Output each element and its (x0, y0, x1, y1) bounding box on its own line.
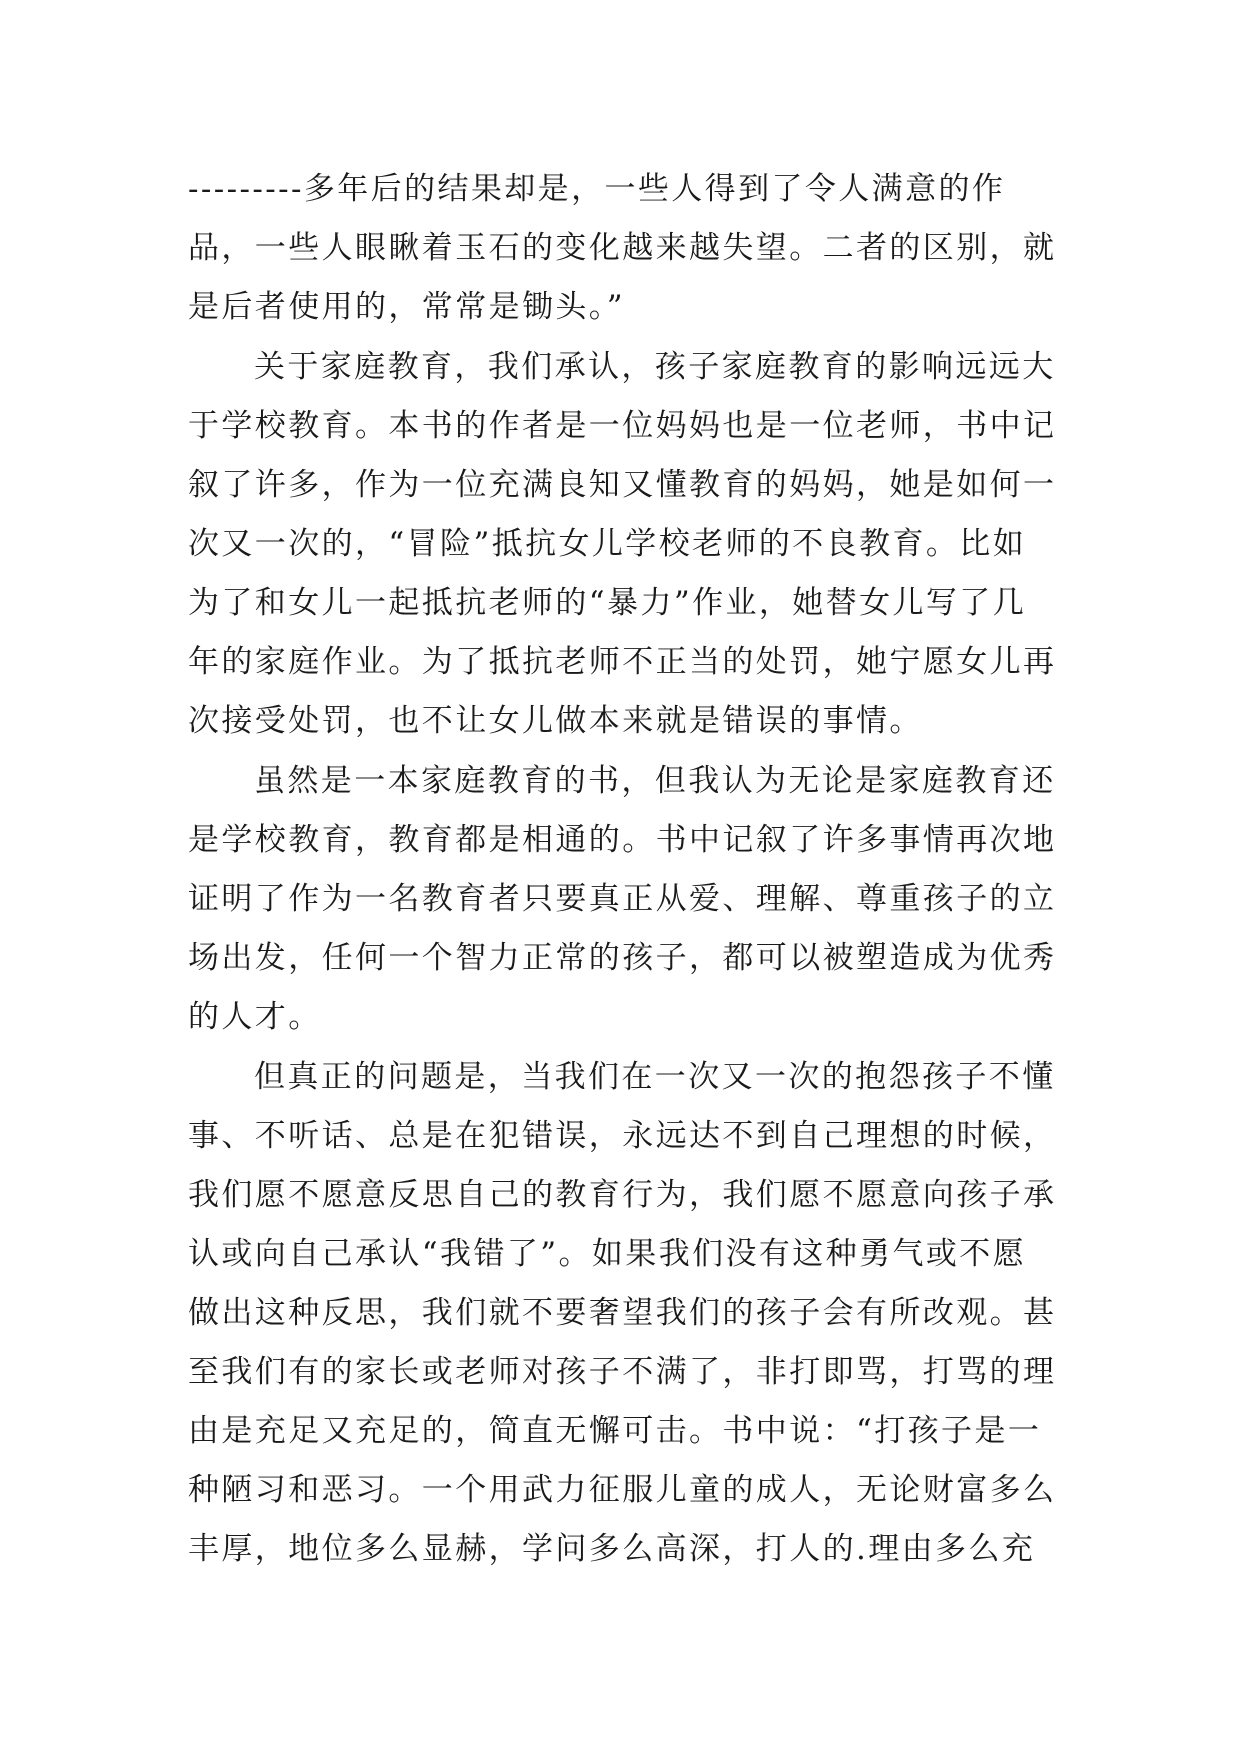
text-line: 于学校教育。本书的作者是一位妈妈也是一位老师，书中记 (188, 408, 1057, 444)
text-line: 我们愿不愿意反思自己的教育行为，我们愿不愿意向孩子承 (188, 1177, 1057, 1213)
text-line: 次又一次的，“冒险”抵抗女儿学校老师的不良教育。比如 (188, 526, 1027, 562)
text-line: 认或向自己承认“我错了”。如果我们没有这种勇气或不愿 (188, 1236, 1027, 1272)
text-line: 由是充足又充足的，简直无懈可击。书中说：“打孩子是一 (188, 1413, 1042, 1449)
text-line: 虽然是一本家庭教育的书，但我认为无论是家庭教育还 (254, 763, 1056, 799)
document-body (188, 160, 1068, 1580)
text-line: ---------多年后的结果却是，一些人得到了令人满意的作 (188, 171, 1006, 207)
text-line: 次接受处罚，也不让女儿做本来就是错误的事情。 (188, 703, 923, 739)
text-line: 的人才。 (188, 999, 322, 1035)
text-line: 至我们有的家长或老师对孩子不满了，非打即骂，打骂的理 (188, 1354, 1057, 1390)
text-line: 事、不听话、总是在犯错误，永远达不到自己理想的时候， (188, 1118, 1057, 1154)
text-line: 丰厚，地位多么显赫，学问多么高深，打人的.理由多么充 (188, 1531, 1036, 1567)
text-line: 做出这种反思，我们就不要奢望我们的孩子会有所改观。甚 (188, 1295, 1057, 1331)
text-line: 是学校教育，教育都是相通的。书中记叙了许多事情再次地 (188, 822, 1057, 858)
paragraph-3 (188, 752, 1068, 1047)
text-line: 关于家庭教育，我们承认，孩子家庭教育的影响远远大 (254, 349, 1056, 385)
text-line: 但真正的问题是，当我们在一次又一次的抱怨孩子不懂 (254, 1059, 1056, 1095)
text-line: 叙了许多，作为一位充满良知又懂教育的妈妈，她是如何一 (188, 467, 1057, 503)
text-line: 年的家庭作业。为了抵抗老师不正当的处罚，她宁愿女儿再 (188, 644, 1057, 680)
paragraph-2 (188, 338, 1068, 751)
paragraph-4 (188, 1048, 1068, 1579)
text-line: 是后者使用的，常常是锄头。” (188, 289, 625, 325)
text-line: 证明了作为一名教育者只要真正从爱、理解、尊重孩子的立 (188, 881, 1057, 917)
text-line: 种陋习和恶习。一个用武力征服儿童的成人，无论财富多么 (188, 1472, 1057, 1508)
paragraph-1 (188, 160, 1068, 337)
text-line: 为了和女儿一起抵抗老师的“暴力”作业，她替女儿写了几 (188, 585, 1027, 621)
text-line: 品，一些人眼瞅着玉石的变化越来越失望。二者的区别，就 (188, 230, 1057, 266)
text-line: 场出发，任何一个智力正常的孩子，都可以被塑造成为优秀 (188, 940, 1057, 976)
